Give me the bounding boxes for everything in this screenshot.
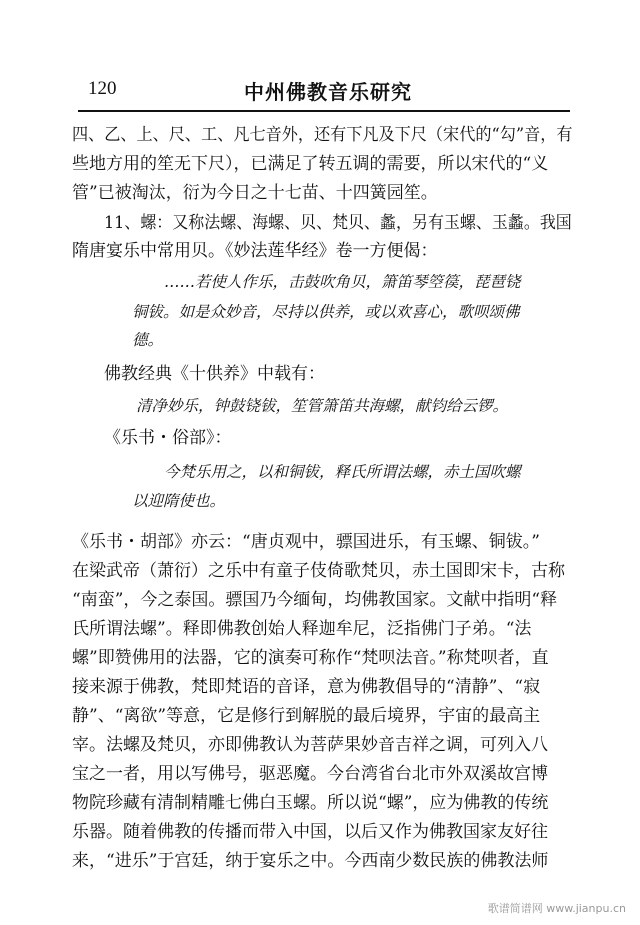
text-line: 接来源于佛教，梵即梵语的音译，意为佛教倡导的“清静”、“寂 [72,677,541,697]
quote-line: 清净妙乐，钟鼓铙钹，笙管箫笛共海螺，献钧给云锣。 [136,397,509,415]
text-line: 宰。法螺及梵贝，亦即佛教认为菩萨果妙音吉祥之调，可列入八 [72,735,548,755]
text-line: 些地方用的笙无下尺），已满足了转五调的需要，所以宋代的“义 [72,154,549,174]
text-line: 来，“进乐”于宫廷，纳于宴乐之中。今西南少数民族的佛教法师 [72,851,549,871]
page-header [0,70,640,110]
page-number: 120 [88,78,117,99]
text-line: 螺”即赞佛用的法器，它的演奏可称作“梵呗法音。”称梵呗者，直 [72,648,549,668]
quote-line: 今梵乐用之，以和铜钹，释氏所谓法螺，赤土国吹螺 [164,463,521,481]
quote-line: 铜钹。如是众妙音，尽持以供养，或以欢喜心，歌呗颂佛 [132,303,520,321]
text-line: 四、乙、上、尺、工、凡七音外，还有下凡及下尺（宋代的“勾”音，有 [72,125,573,145]
text-line: 氏所谓法螺”。释即佛教创始人释迦牟尼，泛指佛门子弟。“法 [72,619,532,639]
quote-line: 德。 [132,331,164,349]
text-line: 《乐书・俗部》： [104,428,232,448]
text-line: 管”已被淘汰，衍为今日之十七苗、十四簧园笙。 [72,183,438,203]
text-line: “南蛮”，今之泰国。骠国乃今缅甸，均佛教国家。文献中指明“释 [72,590,558,610]
quote-line: ……若使人作乐，击鼓吹角贝，箫笛琴箜篌，琵琶铙 [164,273,521,291]
text-line: 静”、“离欲”等意，它是修行到解脱的最后境界，宇宙的最高主 [72,706,541,726]
text-line: 佛教经典《十供养》中载有： [104,364,325,384]
header-rule [78,110,570,112]
text-line: 《乐书・胡部》亦云：“唐贞观中，骠国进乐，有玉螺、铜钹。” [72,532,540,552]
text-line: 在梁武帝（萧衍）之乐中有童子伎倚歌梵贝，赤土国即宋卡，古称 [72,561,565,581]
quote-line: 以迎隋使也。 [132,492,226,510]
text-line: 乐器。随着佛教的传播而带入中国，以后又作为佛教国家友好往 [72,822,548,842]
watermark: 歌谱简谱网 www.jianpu.cn [487,902,626,915]
text-line: 11、螺：又称法螺、海螺、贝、梵贝、蠡，另有玉螺、玉蠡。我国 [104,213,572,233]
text-line: 物院珍藏有清制精雕七佛白玉螺。所以说“螺”，应为佛教的传统 [72,793,549,813]
text-line: 隋唐宴乐中常用贝。《妙法莲华经》卷一方便偈： [72,241,438,261]
running-title: 中州佛教音乐研究 [244,80,412,104]
text-line: 宝之一者，用以写佛号，驱恶魔。今台湾省台北市外双溪故宫博 [72,764,548,784]
